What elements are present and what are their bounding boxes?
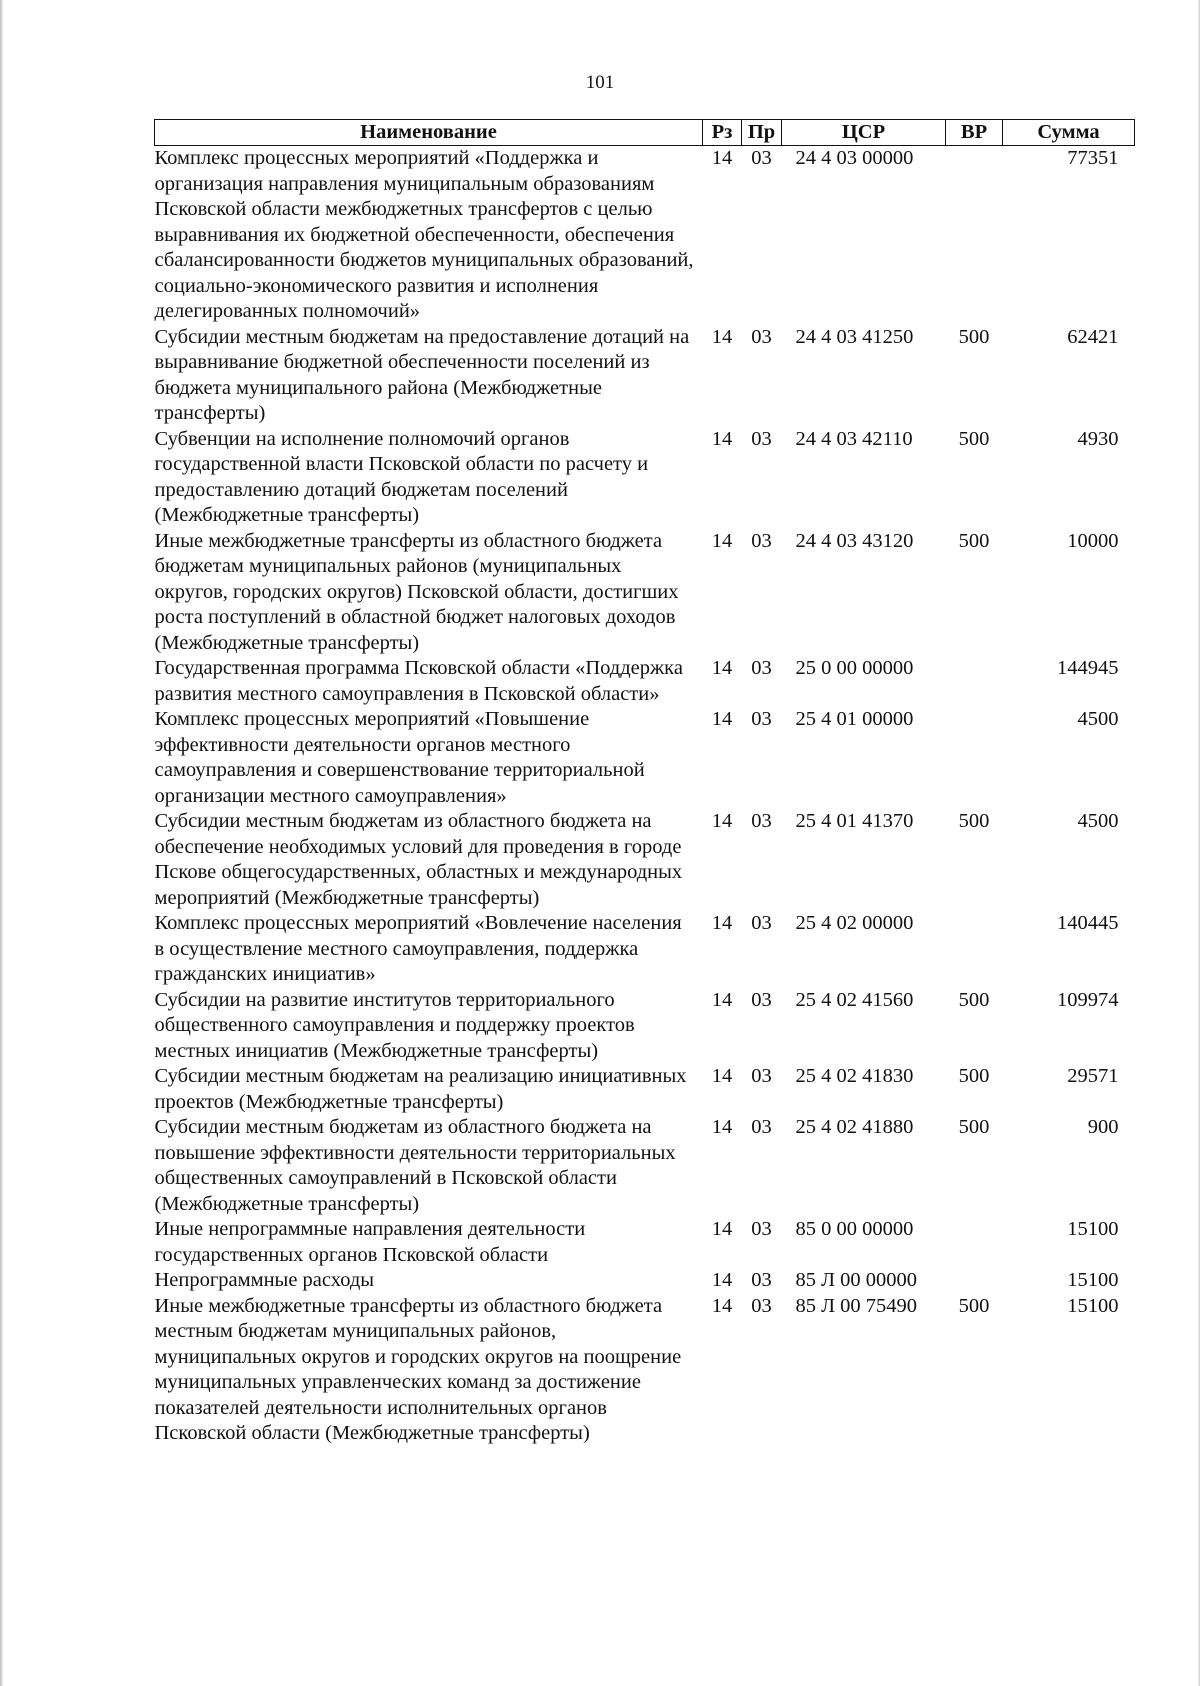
row-subsection-code: 03 [751, 988, 772, 1011]
row-section-code: 14 [711, 912, 733, 934]
row-amount: 900 [1087, 1116, 1119, 1138]
table-row [155, 1217, 1135, 1268]
row-target-article: 25 4 02 41560 [795, 988, 914, 1011]
row-name: Иные межбюджетные трансферты из областного бюджета бюджетам муниципальных районов (муниципальных округов, городских округов) Псковской области, достигших роста поступлений в областной бюджет налоговых доходов (Межбюджетные трансферты) [154, 529, 679, 654]
row-name: Субсидии местным бюджетам из областного бюджета на обеспечение необходимых условий для проведения в городе Пскове общегосударственных, областных и международных мероприятий (Межбюджетные трансферты) [154, 810, 683, 909]
row-subsection-code: 03 [751, 708, 772, 730]
row-name: Комплекс процессных мероприятий «Поддержка и организация направления муниципальным образованиям Псковской области межбюджетных трансфертов с целью выравнивания их бюджетной обеспеченности, обеспечения сбалансированности бюджетов муниципальных образований, социально-экономического развития и исполнения делегированных полномочий» [154, 147, 694, 322]
row-expense-type: 500 [958, 810, 990, 832]
row-section-code: 14 [711, 1269, 733, 1291]
row-target-article: 25 0 00 00000 [795, 657, 914, 679]
table-row [155, 1294, 1135, 1447]
row-subsection-code: 03 [751, 912, 772, 934]
row-target-article: 25 4 02 00000 [795, 912, 914, 934]
row-subsection-code: 03 [751, 1294, 772, 1317]
table-row [155, 1064, 1135, 1115]
scan-edge-left [0, 0, 3, 1686]
page-number: 101 [585, 72, 615, 93]
row-amount: 77351 [1067, 147, 1119, 169]
table-row [155, 707, 1135, 809]
table-row [155, 325, 1135, 427]
header-pr: Пр [742, 120, 782, 146]
row-section-code: 14 [711, 708, 733, 730]
row-subsection-code: 03 [751, 325, 772, 348]
row-expense-type [946, 911, 1003, 988]
table-row [155, 427, 1135, 529]
row-section-code: 14 [711, 657, 733, 679]
row-name: Субсидии местным бюджетам на предоставление дотаций на выравнивание бюджетной обеспеченности поселений из бюджета муниципального района (Межбюджетные трансферты) [154, 325, 690, 424]
row-name: Иные непрограммные направления деятельности государственных органов Псковской области [154, 1218, 586, 1266]
row-expense-type [946, 1268, 1003, 1294]
row-expense-type [946, 1217, 1003, 1268]
row-section-code: 14 [711, 427, 733, 450]
table-row [155, 1268, 1135, 1294]
row-amount: 140445 [1057, 912, 1119, 934]
row-subsection-code: 03 [751, 657, 772, 679]
row-amount: 109974 [1057, 988, 1119, 1011]
row-amount: 15100 [1067, 1269, 1119, 1291]
row-target-article: 85 Л 00 75490 [795, 1294, 918, 1317]
row-name: Государственная программа Псковской области «Поддержка развития местного самоуправления в Псковской области» [154, 657, 683, 705]
row-subsection-code: 03 [751, 810, 772, 832]
row-name: Комплекс процессных мероприятий «Повышение эффективности деятельности органов местного самоуправления и совершенствование территориальной организации местного самоуправления» [154, 708, 645, 807]
row-section-code: 14 [711, 988, 733, 1011]
row-section-code: 14 [711, 1116, 733, 1138]
row-name: Субсидии местным бюджетам из областного бюджета на повышение эффективности деятельности территориальных общественных самоуправлений в Псковской области (Межбюджетные трансферты) [154, 1116, 676, 1215]
table-row [155, 146, 1135, 325]
row-name: Субсидии на развитие институтов территориального общественного самоуправления и поддержку проектов местных инициатив (Межбюджетные трансферты) [154, 988, 635, 1062]
table-row [155, 911, 1135, 988]
row-amount: 10000 [1067, 529, 1119, 552]
row-subsection-code: 03 [751, 1065, 772, 1087]
row-name: Комплекс процессных мероприятий «Вовлечение населения в осуществление местного самоуправления, поддержка гражданских инициатив» [154, 912, 682, 985]
row-name: Иные межбюджетные трансферты из областного бюджета местным бюджетам муниципальных районов, муниципальных округов и городских округов на поощрение муниципальных управленческих команд за достижение показателей деятельности исполнительных органов Псковской области (Межбюджетные трансферты) [154, 1294, 682, 1444]
row-target-article: 24 4 03 00000 [795, 147, 914, 169]
row-target-article: 24 4 03 43120 [795, 529, 914, 552]
row-expense-type: 500 [958, 529, 990, 552]
row-section-code: 14 [711, 1294, 733, 1317]
row-amount: 4930 [1077, 427, 1119, 450]
row-name: Непрограммные расходы [154, 1269, 375, 1291]
row-target-article: 25 4 01 41370 [795, 810, 914, 832]
header-vr: ВР [946, 120, 1003, 146]
header-csr: ЦСР [782, 120, 946, 146]
row-section-code: 14 [711, 1218, 733, 1240]
row-name: Субсидии местным бюджетам на реализацию инициативных проектов (Межбюджетные трансферты) [154, 1065, 687, 1113]
row-subsection-code: 03 [751, 1269, 772, 1291]
row-subsection-code: 03 [751, 1218, 772, 1240]
row-target-article: 24 4 03 41250 [795, 325, 914, 348]
row-amount: 15100 [1067, 1218, 1119, 1240]
header-rz: Рз [703, 120, 742, 146]
row-section-code: 14 [711, 529, 733, 552]
row-target-article: 85 Л 00 00000 [795, 1269, 918, 1291]
row-amount: 4500 [1077, 810, 1119, 832]
row-target-article: 25 4 01 00000 [795, 708, 914, 730]
table-row [155, 809, 1135, 911]
row-section-code: 14 [711, 325, 733, 348]
table-body [155, 146, 1135, 1447]
row-expense-type [946, 656, 1003, 707]
header-sum: Сумма [1003, 120, 1135, 146]
row-target-article: 85 0 00 00000 [795, 1218, 914, 1240]
row-amount: 29571 [1067, 1065, 1119, 1087]
row-amount: 15100 [1067, 1294, 1119, 1317]
row-target-article: 25 4 02 41880 [795, 1116, 914, 1138]
row-name: Субвенции на исполнение полномочий органов государственной власти Псковской области по расчету и предоставлению дотаций бюджетам поселений (Межбюджетные трансферты) [154, 427, 649, 526]
row-section-code: 14 [711, 1065, 733, 1087]
row-subsection-code: 03 [751, 1116, 772, 1138]
table-row [155, 1115, 1135, 1217]
row-expense-type [946, 707, 1003, 809]
row-expense-type: 500 [958, 1294, 990, 1317]
row-expense-type: 500 [958, 1116, 990, 1138]
row-target-article: 25 4 02 41830 [795, 1065, 914, 1087]
table-row [155, 988, 1135, 1065]
row-expense-type: 500 [958, 988, 990, 1011]
row-section-code: 14 [711, 810, 733, 832]
row-target-article: 24 4 03 42110 [795, 427, 913, 450]
row-amount: 62421 [1067, 325, 1119, 348]
row-subsection-code: 03 [751, 529, 772, 552]
row-subsection-code: 03 [751, 427, 772, 450]
table-row [155, 656, 1135, 707]
row-expense-type: 500 [958, 427, 990, 450]
row-amount: 4500 [1077, 708, 1119, 730]
row-subsection-code: 03 [751, 147, 772, 169]
table-row [155, 529, 1135, 657]
row-expense-type: 500 [958, 325, 990, 348]
row-section-code: 14 [711, 147, 733, 169]
budget-table [154, 119, 1135, 1447]
table-header [155, 120, 1135, 146]
row-amount: 144945 [1057, 657, 1119, 679]
header-name: Наименование [155, 120, 703, 146]
row-expense-type: 500 [958, 1065, 990, 1087]
row-expense-type [946, 146, 1003, 325]
